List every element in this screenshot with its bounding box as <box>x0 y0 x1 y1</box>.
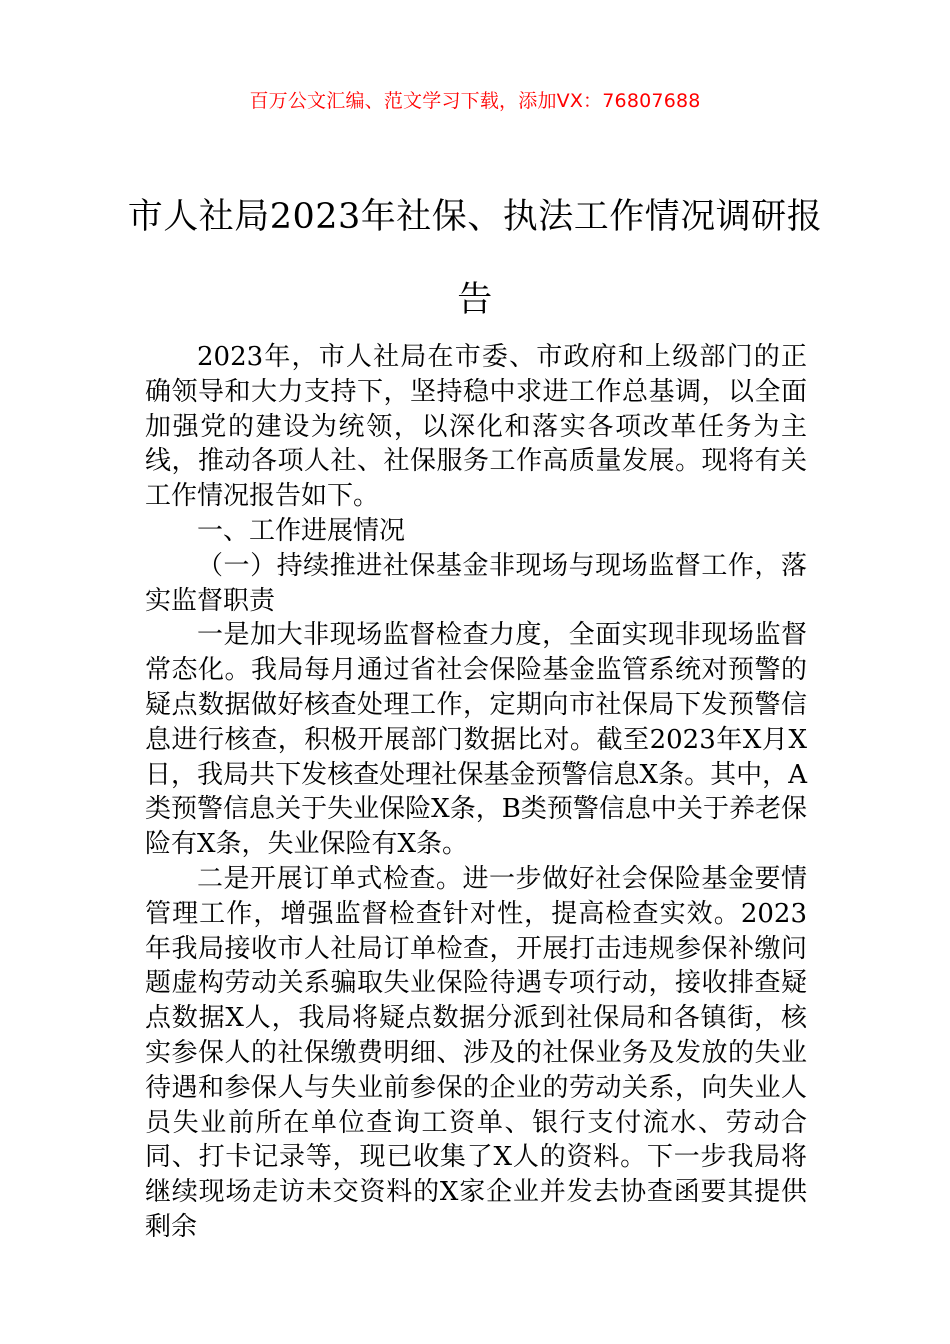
document-title: 市人社局2023年社保、执法工作情况调研报告 <box>127 197 823 320</box>
document-body <box>145 340 807 1245</box>
subsection-heading: （一）持续推进社保基金非现场与现场监督工作，落实监督职责 <box>145 550 807 616</box>
section-heading: 一、工作进展情况 <box>197 515 406 546</box>
header-note: 百万公文汇编、范文学习下载，添加VX：76807688 <box>249 90 701 112</box>
body-paragraph: 一是加大非现场监督检查力度，全面实现非现场监督常态化。我局每月通过省社会保险基金监管系统对预警的疑点数据做好核查处理工作，定期向市社保局下发预警信息进行核查，积极开展部门数据比对。截至2023年X月X日，我局共下发核查处理社保基金预警信息X条。其中，A类预警信息关于失业保险X条，B类预警信息中关于养老保险有X条，失业保险有X条。 <box>145 620 807 860</box>
body-paragraph: 二是开展订单式检查。进一步做好社会保险基金要情管理工作，增强监督检查针对性，提高检查实效。2023年我局接收市人社局订单检查，开展打击违规参保补缴问题虚构劳动关系骗取失业保险待遇专项行动，接收排查疑点数据X人，我局将疑点数据分派到社保局和各镇街，核实参保人的社保缴费明细、涉及的社保业务及发放的失业待遇和参保人与失业前参保的企业的劳动关系，向失业人员失业前所在单位查询工资单、银行支付流水、劳动合同、打卡记录等，现已收集了X人的资料。下一步我局将继续现场走访未交资料的X家企业并发去协查函要其提供剩余 <box>145 863 807 1242</box>
intro-paragraph: 2023年，市人社局在市委、市政府和上级部门的正确领导和大力支持下，坚持稳中求进工作总基调，以全面加强党的建设为统领，以深化和落实各项改革任务为主线，推动各项人社、社保服务工作高质量发展。现将有关工作情况报告如下。 <box>145 342 807 512</box>
